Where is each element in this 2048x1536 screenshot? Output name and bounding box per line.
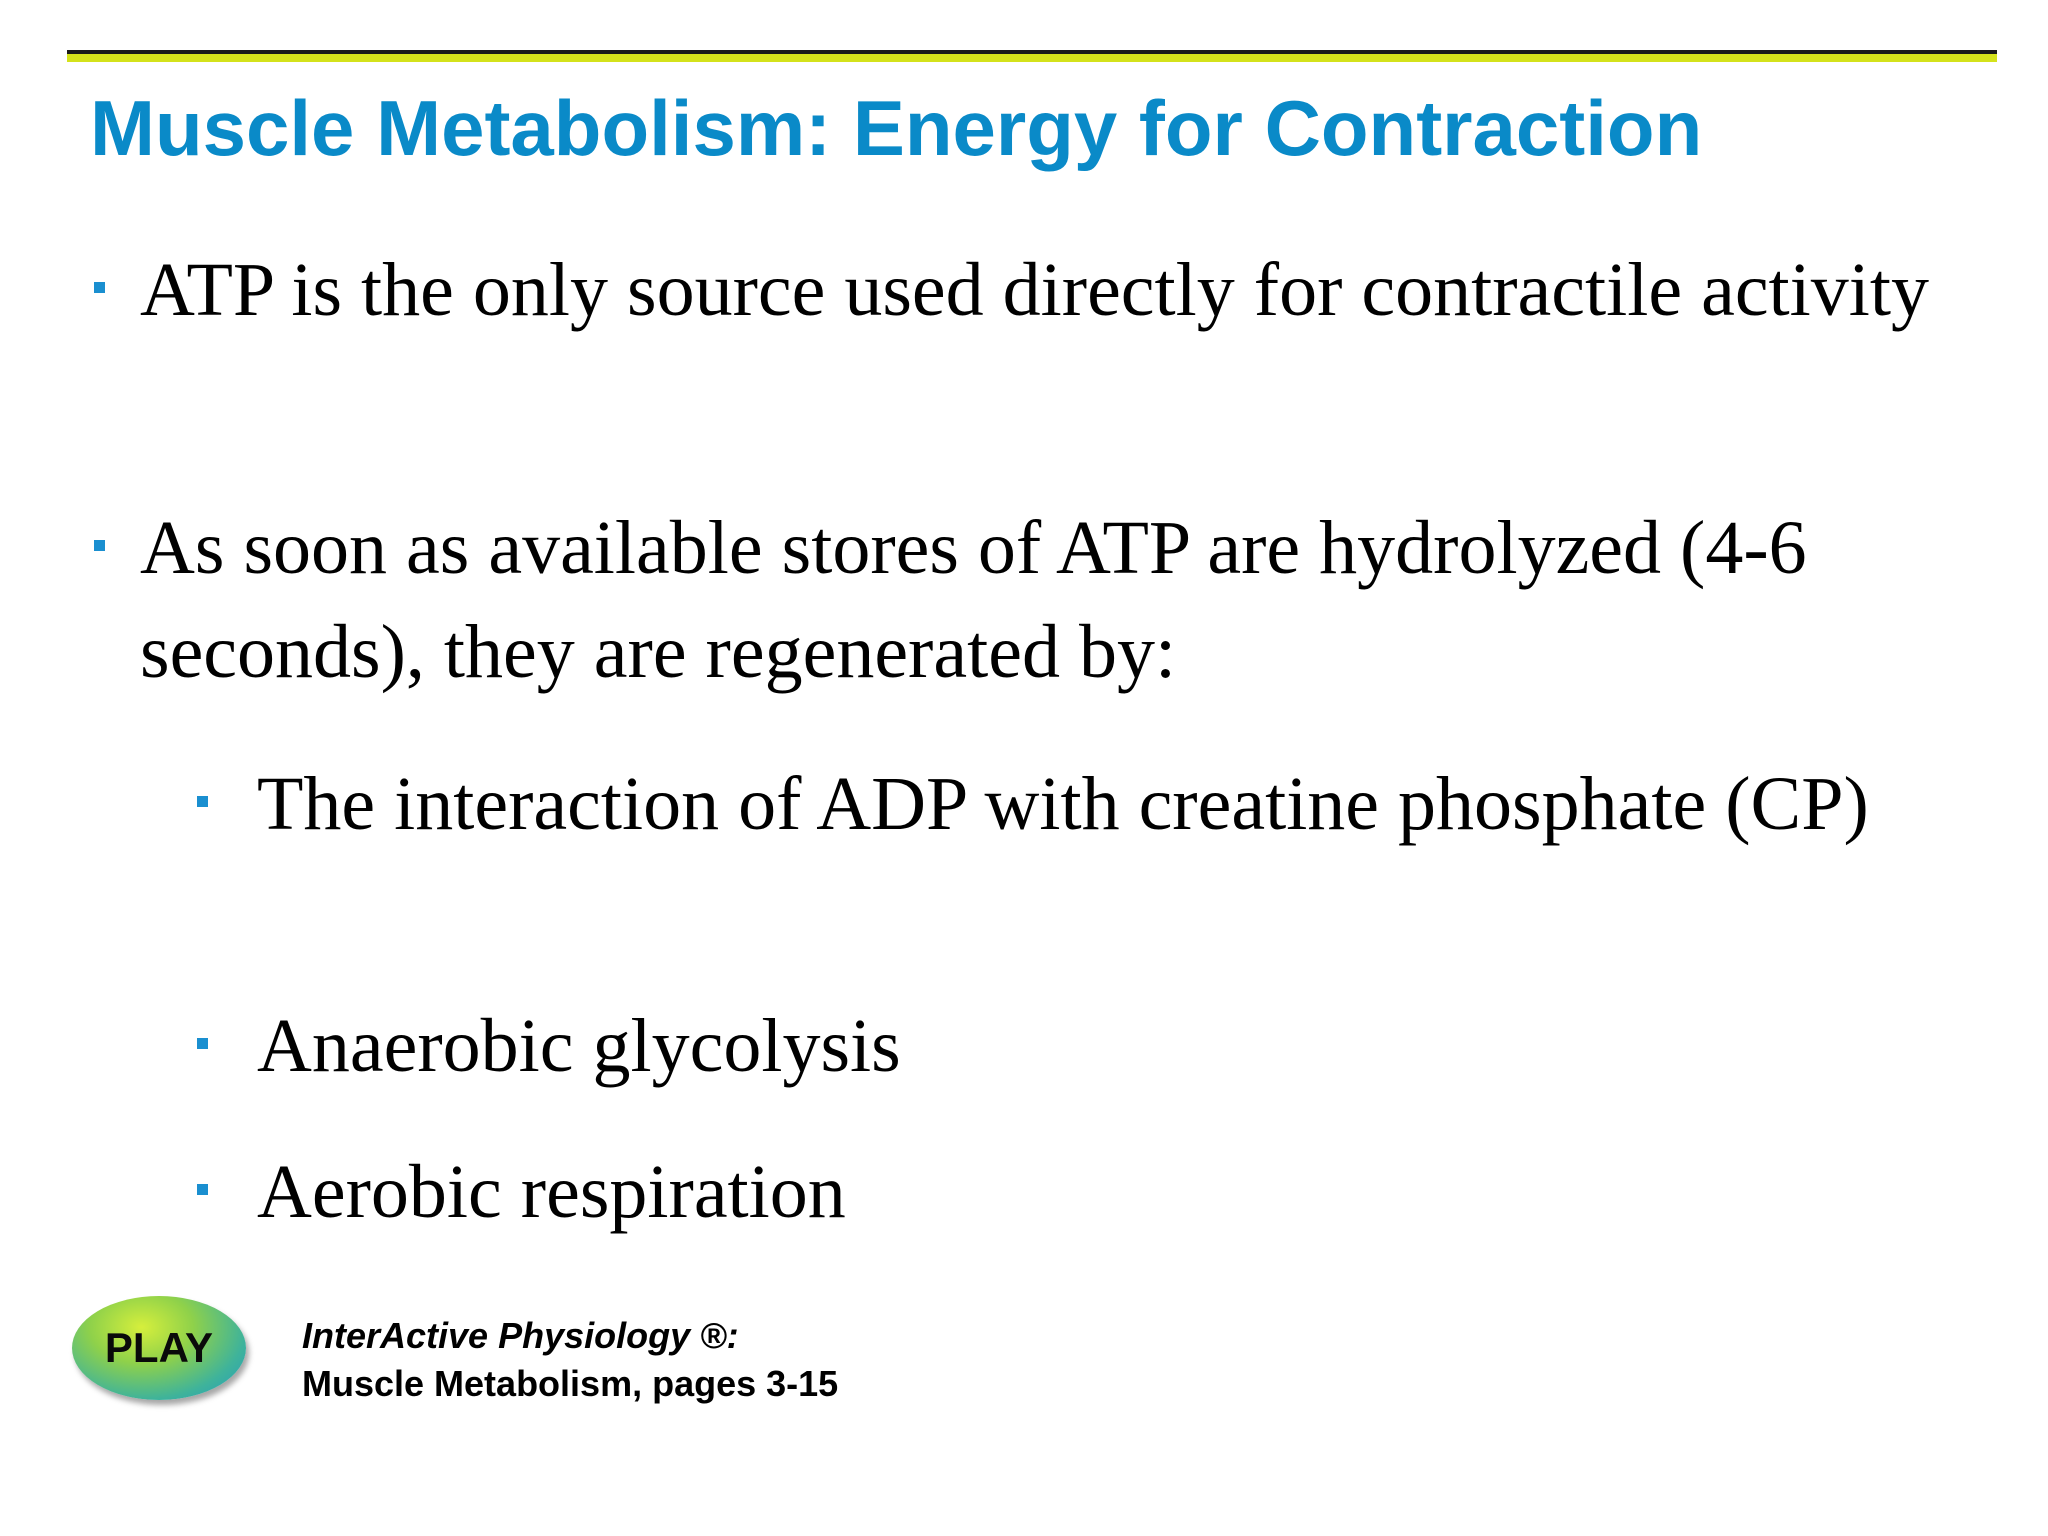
sub-bullet-text: Aerobic respiration bbox=[257, 1150, 846, 1234]
play-button[interactable] bbox=[72, 1296, 246, 1400]
bullet-marker-icon bbox=[94, 540, 105, 551]
sub-bullet-item bbox=[257, 994, 1957, 1098]
sub-bullet-text: The interaction of ADP with creatine phosphate (CP) bbox=[257, 762, 1869, 846]
caption-title: InterActive Physiology ®: bbox=[302, 1315, 739, 1356]
caption-pages: Muscle Metabolism, pages 3-15 bbox=[302, 1363, 839, 1404]
bullet-text: ATP is the only source used directly for contractile activity bbox=[140, 248, 1930, 332]
sub-bullet-item bbox=[257, 1140, 1957, 1244]
bullet-marker-icon bbox=[94, 282, 105, 293]
sub-bullet-item bbox=[257, 752, 1957, 856]
play-button-label: PLAY bbox=[104, 1324, 214, 1371]
bullet-item bbox=[140, 238, 1960, 342]
slide-title: Muscle Metabolism: Energy for Contraction bbox=[90, 84, 1703, 172]
sub-bullet-text: Anaerobic glycolysis bbox=[257, 1004, 901, 1088]
media-caption bbox=[302, 1312, 838, 1408]
bullet-marker-icon bbox=[197, 1038, 208, 1049]
bullet-text: As soon as available stores of ATP are hydrolyzed (4-6 seconds), they are regenerated by: bbox=[140, 506, 1807, 694]
bullet-marker-icon bbox=[197, 1184, 208, 1195]
bullet-marker-icon bbox=[197, 796, 208, 807]
bullet-item bbox=[140, 496, 1960, 704]
